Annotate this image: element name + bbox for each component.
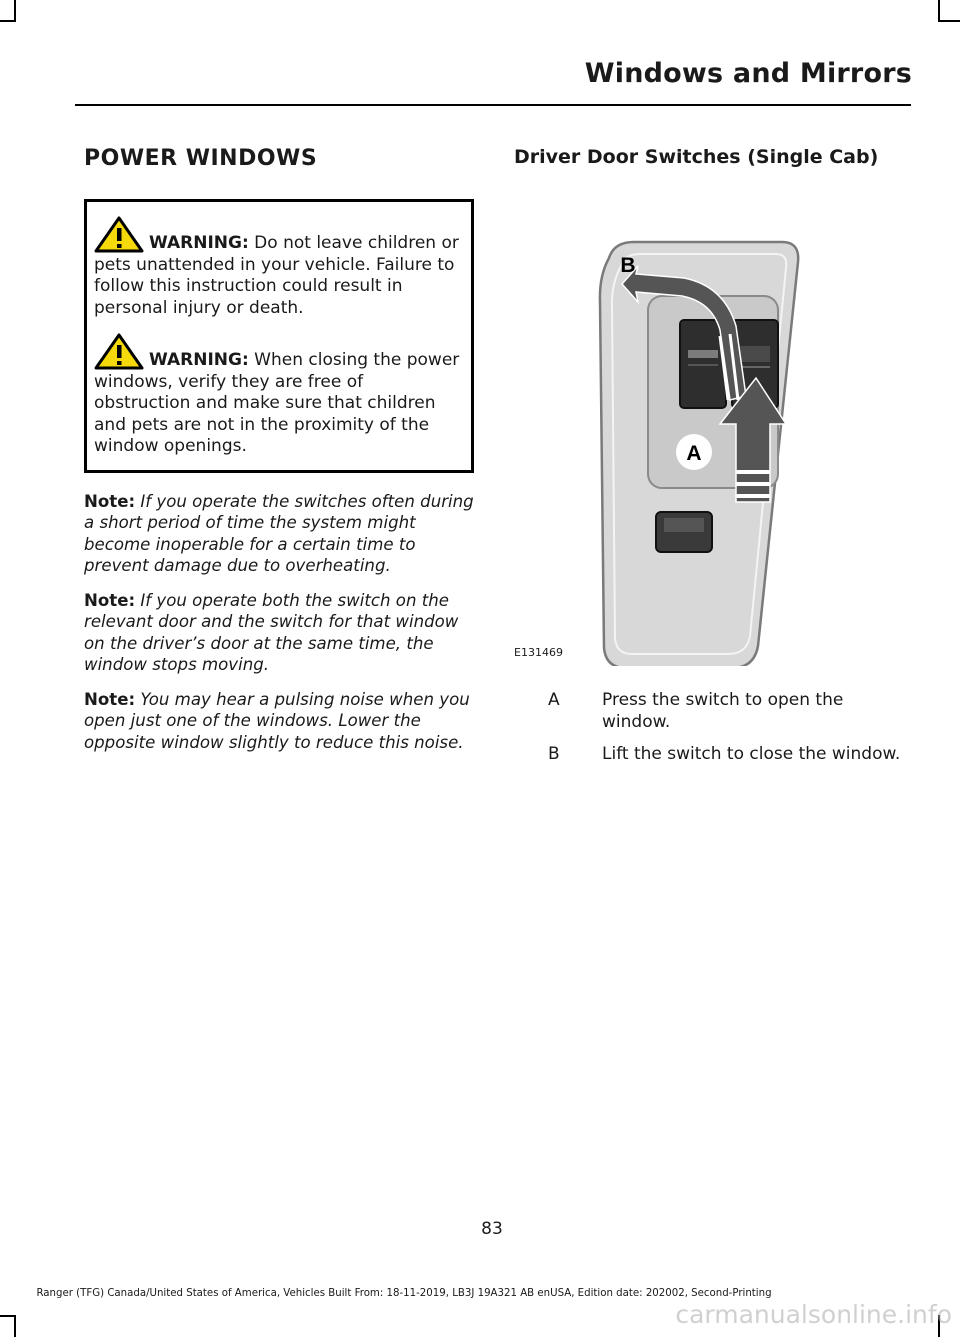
- legend-key: A: [548, 690, 560, 710]
- crop-mark: [0, 20, 16, 22]
- page-number: 83: [481, 1219, 503, 1239]
- figure-legend: [514, 690, 914, 777]
- left-column: [84, 146, 474, 766]
- section-title: POWER WINDOWS: [84, 146, 318, 171]
- warning-triangle-icon: [94, 216, 144, 253]
- subsection-title: Driver Door Switches (Single Cab): [514, 146, 879, 168]
- note-paragraph: [84, 689, 474, 754]
- warning-box: [84, 199, 474, 473]
- watermark: carmanualsonline.info: [675, 1300, 952, 1329]
- crop-mark: [0, 1315, 16, 1317]
- note-text: If you operate the switches often during a short period of time the system might become inoperable for a certain time to prevent damage due to overheating.: [84, 491, 474, 575]
- legend-row: [514, 744, 914, 766]
- figure-code: E131469: [514, 646, 563, 659]
- warning-text: Do not leave children or pets unattended in your vehicle. Failure to follow this instruction could result in personal injury or death.: [94, 233, 459, 318]
- warning-label: WARNING:: [149, 350, 249, 370]
- note-paragraph: [84, 590, 474, 676]
- callout-a-label: A: [686, 442, 702, 465]
- crop-mark: [938, 0, 940, 22]
- warning-label: WARNING:: [149, 233, 249, 253]
- window-switch-illustration: [514, 216, 804, 666]
- warning-text: When closing the power windows, verify they are free of obstruction and make sure that children and pets are not in the proximity of the window openings.: [94, 350, 460, 456]
- header-rule: [75, 104, 911, 106]
- crop-mark: [14, 0, 16, 22]
- crop-mark: [14, 1315, 16, 1337]
- note-text: If you operate both the switch on the relevant door and the switch for that window on the driver’s door at the same time, the window stops moving.: [84, 590, 459, 674]
- warning-paragraph: [94, 333, 463, 458]
- legend-key: B: [548, 744, 560, 764]
- warning-triangle-icon: [94, 333, 144, 370]
- callout-b-label: B: [620, 254, 636, 277]
- note-label: Note:: [84, 590, 136, 610]
- note-label: Note:: [84, 491, 136, 511]
- note-paragraph: [84, 491, 474, 577]
- page-footer: Ranger (TFG) Canada/United States of America, Vehicles Built From: 18-11-2019, LB3J 19A321 AB enUSA, Edition date: 202002, Second-Printing: [36, 1288, 772, 1299]
- right-column: [514, 146, 914, 764]
- note-label: Note:: [84, 689, 136, 709]
- warning-paragraph: [94, 216, 463, 319]
- legend-text: Lift the switch to close the window.: [602, 744, 901, 764]
- legend-text: Press the switch to open the window.: [602, 690, 844, 732]
- page-header-title: Windows and Mirrors: [584, 58, 912, 89]
- note-text: You may hear a pulsing noise when you open just one of the windows. Lower the opposite window slightly to reduce this noise.: [84, 689, 470, 752]
- legend-row: [514, 690, 914, 733]
- crop-mark: [938, 20, 960, 22]
